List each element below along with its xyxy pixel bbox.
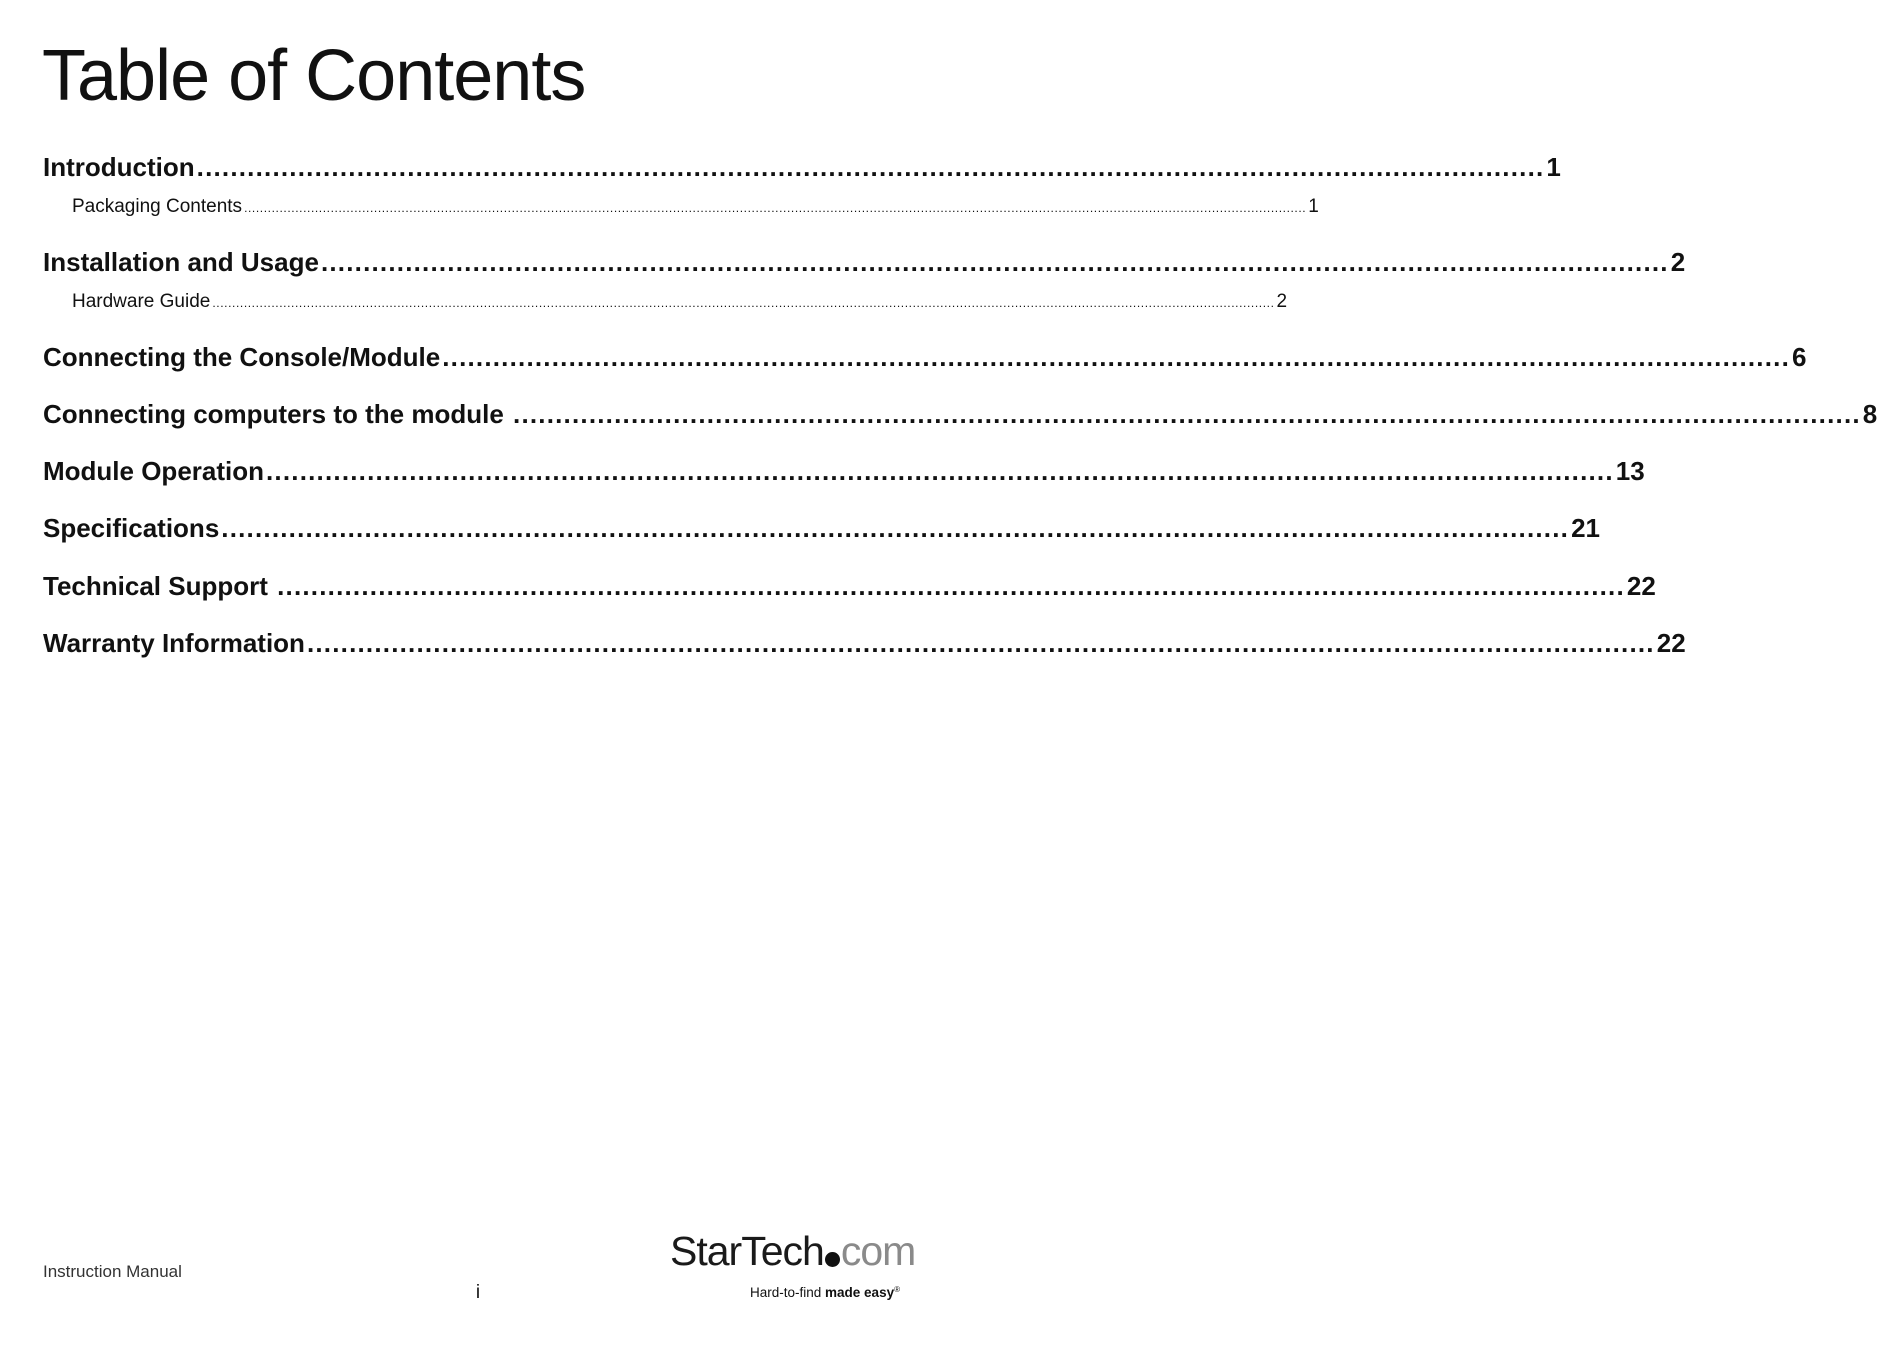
toc-entry-label: Connecting the Console/Module	[43, 342, 441, 372]
toc-entry-module-operation[interactable]	[43, 454, 1645, 488]
toc-page-number: 2	[1276, 291, 1288, 312]
toc-entry-label: Module Operation	[43, 456, 264, 486]
footer-document-label: Instruction Manual	[43, 1262, 182, 1281]
tagline-regular: Hard-to-find	[750, 1285, 826, 1300]
brand-name-main: StarTech	[670, 1228, 824, 1274]
page-title: Table of Contents	[42, 36, 586, 116]
footer-page-number: i	[475, 1282, 481, 1303]
toc-entry-technical-support[interactable]	[43, 569, 1656, 603]
brand-wordmark	[670, 1225, 915, 1277]
registered-mark: ®	[894, 1285, 900, 1294]
logo-dot-icon	[825, 1252, 840, 1267]
toc-dot-leader: ................................................................................................................................................................	[513, 399, 1861, 429]
toc-entry-connecting-console-module[interactable]	[43, 340, 1807, 374]
toc-entry-label: Technical Support	[43, 571, 276, 601]
toc-entry-label: Connecting computers to the module	[43, 399, 512, 429]
brand-tagline	[750, 1281, 900, 1302]
toc-entry-label: Hardware Guide	[72, 291, 211, 312]
toc-dot-leader: ................................................................................................................................................................	[266, 456, 1614, 486]
toc-entry-introduction[interactable]	[43, 150, 1561, 184]
toc-page-number: 8	[1862, 399, 1877, 429]
toc-page-number: 22	[1656, 628, 1686, 658]
toc-page-number: 13	[1615, 456, 1645, 486]
toc-dot-leader: ................................................................................................................................................................	[306, 628, 1655, 658]
toc-entry-hardware-guide[interactable]	[72, 289, 1288, 315]
toc-entry-label: Specifications	[43, 513, 220, 543]
toc-page-number: 6	[1792, 342, 1807, 372]
tagline-bold: made easy	[825, 1285, 895, 1300]
toc-page-number: 21	[1571, 513, 1600, 543]
toc-entry-installation-and-usage[interactable]	[43, 245, 1686, 279]
toc-dot-leader: ................................................................................................................................................................	[320, 247, 1669, 277]
startech-logo	[670, 1225, 915, 1305]
toc-entry-packaging-contents[interactable]	[72, 194, 1319, 220]
toc-page-number: 22	[1626, 571, 1656, 601]
toc-dot-leader: ................................................................................................................................................................	[277, 571, 1625, 601]
toc-entry-label: Introduction	[43, 152, 195, 182]
toc-page-number: 2	[1670, 247, 1686, 277]
toc-page-number: 1	[1546, 152, 1561, 182]
toc-entry-label: Packaging Contents	[72, 196, 243, 217]
toc-entry-warranty-information[interactable]	[43, 626, 1686, 660]
toc-page-number: 1	[1308, 196, 1319, 217]
toc-dot-leader: ..............................................................................................................................................................................................................................................................................	[212, 296, 1275, 310]
toc-dot-leader: ................................................................................................................................................................	[196, 152, 1545, 182]
toc-entry-connecting-computers[interactable]	[43, 397, 1877, 431]
toc-dot-leader: ................................................................................................................................................................	[221, 513, 1570, 543]
toc-dot-leader: ................................................................................................................................................................	[442, 342, 1790, 372]
toc-entry-label: Installation and Usage	[43, 247, 319, 277]
toc-entry-label: Warranty Information	[43, 628, 305, 658]
toc-dot-leader: ..............................................................................................................................................................................................................................................................................	[244, 201, 1307, 215]
brand-name-suffix: com	[840, 1228, 916, 1274]
toc-entry-specifications[interactable]	[43, 511, 1600, 545]
